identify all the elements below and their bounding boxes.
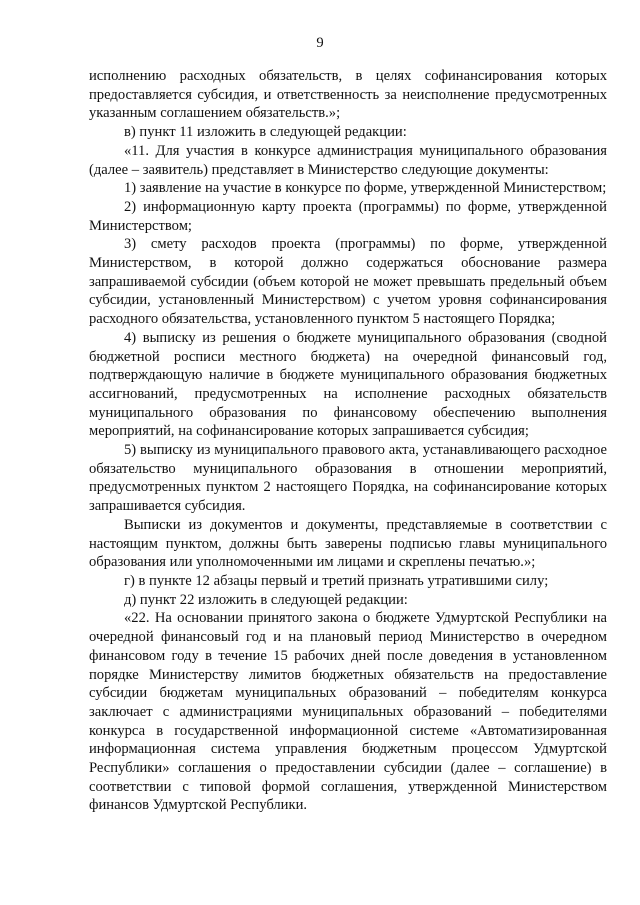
paragraph-item-v: в) пункт 11 изложить в следующей редакции: bbox=[124, 124, 407, 141]
paragraph-doc-5: 5) выписку из муниципального правового акта, устанавливающего расходное обязательство муниципального образования в отношении мероприятий, предусмотренных пунктом 2 настоящего Порядка, на софинансирование которых запрашивается субсидия. bbox=[89, 442, 607, 515]
paragraph-doc-4: 4) выписку из решения о бюджете муниципального образования (сводной бюджетной росписи местного бюджета) на очередной финансовый год, подтверждающую наличие в бюджете муниципального образования бюджетных ассигнований, предусмотренных на исполнение расходных обязательств муниципального образования по финансовому обеспечению выполнения мероприятий, на софинансирование которых запрашивается субсидия; bbox=[89, 329, 607, 440]
paragraph-doc-3: 3) смету расходов проекта (программы) по форме, утвержденной Министерством, в которой должно содержаться обоснование размера запрашиваемой субсидии (объем которой не может превышать предельный объем субсидии, установленный Министерством) с учетом уровня софинансирования расходного обязательства, установленного пунктом 5 настоящего Порядка; bbox=[89, 236, 607, 328]
paragraph-doc-1: 1) заявление на участие в конкурсе по форме, утвержденной Министерством; bbox=[124, 180, 607, 197]
paragraph-point-11: «11. Для участия в конкурсе администрация муниципального образования (далее – заявитель) представляет в Министерство следующие документы: bbox=[89, 142, 607, 178]
paragraph-item-d: д) пункт 22 изложить в следующей редакции: bbox=[124, 591, 408, 608]
paragraph-certification: Выписки из документов и документы, представляемые в соответствии с настоящим пунктом, должны быть заверены подписью главы муниципального образования или уполномоченными им лицами и скреплены печатью.»; bbox=[89, 516, 607, 571]
paragraph-continuation: исполнению расходных обязательств, в целях софинансирования которых предоставляется субсидия, и ответственность за неисполнение предусмотренных указанным соглашением обязательств.»; bbox=[89, 68, 607, 122]
document-body bbox=[89, 67, 607, 815]
paragraph-item-g: г) в пункте 12 абзацы первый и третий признать утратившими силу; bbox=[124, 572, 549, 589]
paragraph-point-22: «22. На основании принятого закона о бюджете Удмуртской Республики на очередной финансовый год и на плановый период Министерство в очередном финансовом году в течение 15 рабочих дней после доведения в установленном порядке Министерству лимитов бюджетных обязательств на предоставление субсидии бюджетам муниципальных образований – победителям конкурса заключает с администрациями муниципальных образований – победителями конкурса в государственной информационной системе «Автоматизированная информационная система управления бюджетным процессом Удмуртской Республики» соглашения о предоставлении субсидии (далее – соглашение) в соответствии с типовой формой соглашения, утвержденной Министерством финансов Удмуртской Республики. bbox=[89, 610, 607, 814]
paragraph-doc-2: 2) информационную карту проекта (программы) по форме, утвержденной Министерством; bbox=[89, 198, 607, 234]
page-number: 9 bbox=[316, 35, 324, 51]
